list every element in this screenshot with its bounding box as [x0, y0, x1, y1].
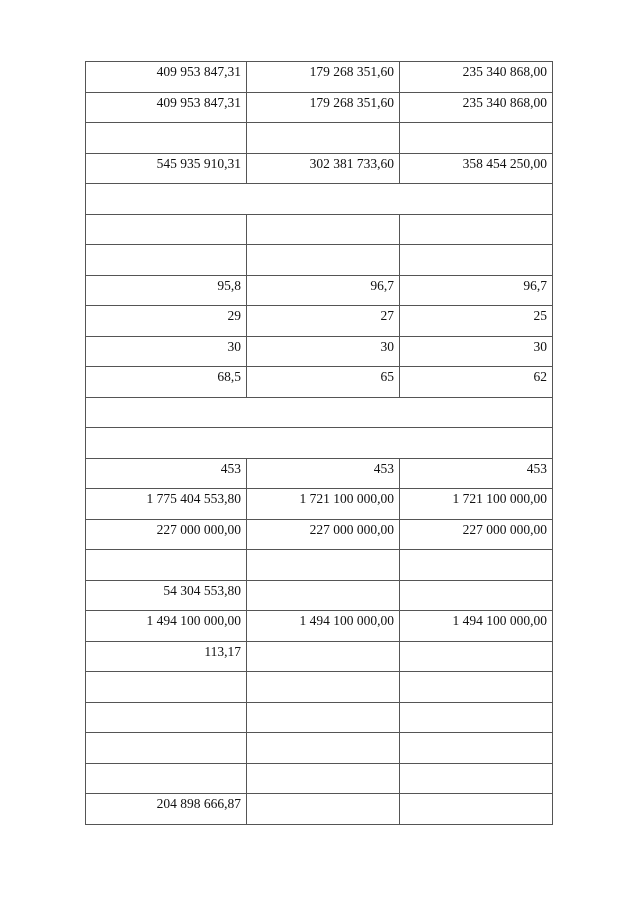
- table-cell-merged: [86, 397, 553, 428]
- table-row: [86, 153, 553, 184]
- table-cell: 1 721 100 000,00: [247, 489, 400, 520]
- table-cell: 227 000 000,00: [400, 519, 553, 550]
- table-row: [86, 550, 553, 581]
- table-row: [86, 336, 553, 367]
- table-cell: 65: [247, 367, 400, 398]
- table-cell: [247, 641, 400, 672]
- table-cell: 204 898 666,87: [86, 794, 247, 825]
- table-row: [86, 184, 553, 215]
- table-cell: 1 721 100 000,00: [400, 489, 553, 520]
- table-row: [86, 123, 553, 154]
- table-cell-merged: [86, 428, 553, 459]
- financial-table: [85, 61, 553, 825]
- table-cell: [86, 733, 247, 764]
- table-cell: [400, 702, 553, 733]
- table-cell: [86, 702, 247, 733]
- table-cell: [86, 763, 247, 794]
- table-cell: 453: [400, 458, 553, 489]
- table-cell: 453: [86, 458, 247, 489]
- table-cell: 29: [86, 306, 247, 337]
- table-row: [86, 580, 553, 611]
- table-cell: [400, 672, 553, 703]
- table-row: [86, 397, 553, 428]
- table-cell: 27: [247, 306, 400, 337]
- table-cell: [247, 763, 400, 794]
- table-cell: 409 953 847,31: [86, 62, 247, 93]
- table-row: [86, 733, 553, 764]
- table-cell: 409 953 847,31: [86, 92, 247, 123]
- table-row: [86, 641, 553, 672]
- table-cell: [247, 794, 400, 825]
- table-cell: [86, 245, 247, 276]
- table-cell: 96,7: [400, 275, 553, 306]
- table-row: [86, 214, 553, 245]
- table-cell: [247, 123, 400, 154]
- table-cell: [247, 733, 400, 764]
- table-row: [86, 489, 553, 520]
- table-row: [86, 92, 553, 123]
- table-row: [86, 245, 553, 276]
- table-cell: 30: [400, 336, 553, 367]
- table-cell: 179 268 351,60: [247, 62, 400, 93]
- table-cell: [400, 794, 553, 825]
- table-cell: [247, 245, 400, 276]
- table-cell: [86, 550, 247, 581]
- table-cell: 1 494 100 000,00: [400, 611, 553, 642]
- table-cell: [86, 672, 247, 703]
- table-cell: 1 775 404 553,80: [86, 489, 247, 520]
- table-row: [86, 275, 553, 306]
- table-cell: 227 000 000,00: [86, 519, 247, 550]
- table-cell: [400, 733, 553, 764]
- table-cell: 1 494 100 000,00: [247, 611, 400, 642]
- table-row: [86, 428, 553, 459]
- table-cell-merged: [86, 184, 553, 215]
- table-cell: [247, 672, 400, 703]
- table-cell: [86, 214, 247, 245]
- table-cell: [400, 580, 553, 611]
- table-cell: 235 340 868,00: [400, 92, 553, 123]
- table-cell: 453: [247, 458, 400, 489]
- table-row: [86, 367, 553, 398]
- table-cell: [247, 550, 400, 581]
- table-cell: [247, 214, 400, 245]
- table-row: [86, 519, 553, 550]
- table-cell: 1 494 100 000,00: [86, 611, 247, 642]
- table-cell: 62: [400, 367, 553, 398]
- table-cell: [247, 702, 400, 733]
- table-cell: 54 304 553,80: [86, 580, 247, 611]
- table-cell: 302 381 733,60: [247, 153, 400, 184]
- table-row: [86, 702, 553, 733]
- table-row: [86, 672, 553, 703]
- table-body: [86, 62, 553, 825]
- table-cell: [400, 245, 553, 276]
- table-row: [86, 763, 553, 794]
- table-row: [86, 62, 553, 93]
- table-cell: [247, 580, 400, 611]
- table-cell: [400, 641, 553, 672]
- table-cell: 95,8: [86, 275, 247, 306]
- table-row: [86, 794, 553, 825]
- table-cell: [400, 214, 553, 245]
- table-cell: 30: [86, 336, 247, 367]
- table-cell: 227 000 000,00: [247, 519, 400, 550]
- table-cell: 68,5: [86, 367, 247, 398]
- table-cell: 179 268 351,60: [247, 92, 400, 123]
- table-cell: 25: [400, 306, 553, 337]
- table-cell: [400, 123, 553, 154]
- table-row: [86, 611, 553, 642]
- table-cell: 545 935 910,31: [86, 153, 247, 184]
- table-cell: 235 340 868,00: [400, 62, 553, 93]
- table-cell: [400, 550, 553, 581]
- table-cell: 30: [247, 336, 400, 367]
- table-row: [86, 306, 553, 337]
- table-cell: 358 454 250,00: [400, 153, 553, 184]
- table-cell: [400, 763, 553, 794]
- table-row: [86, 458, 553, 489]
- table-cell: 113,17: [86, 641, 247, 672]
- table-cell: [86, 123, 247, 154]
- table-cell: 96,7: [247, 275, 400, 306]
